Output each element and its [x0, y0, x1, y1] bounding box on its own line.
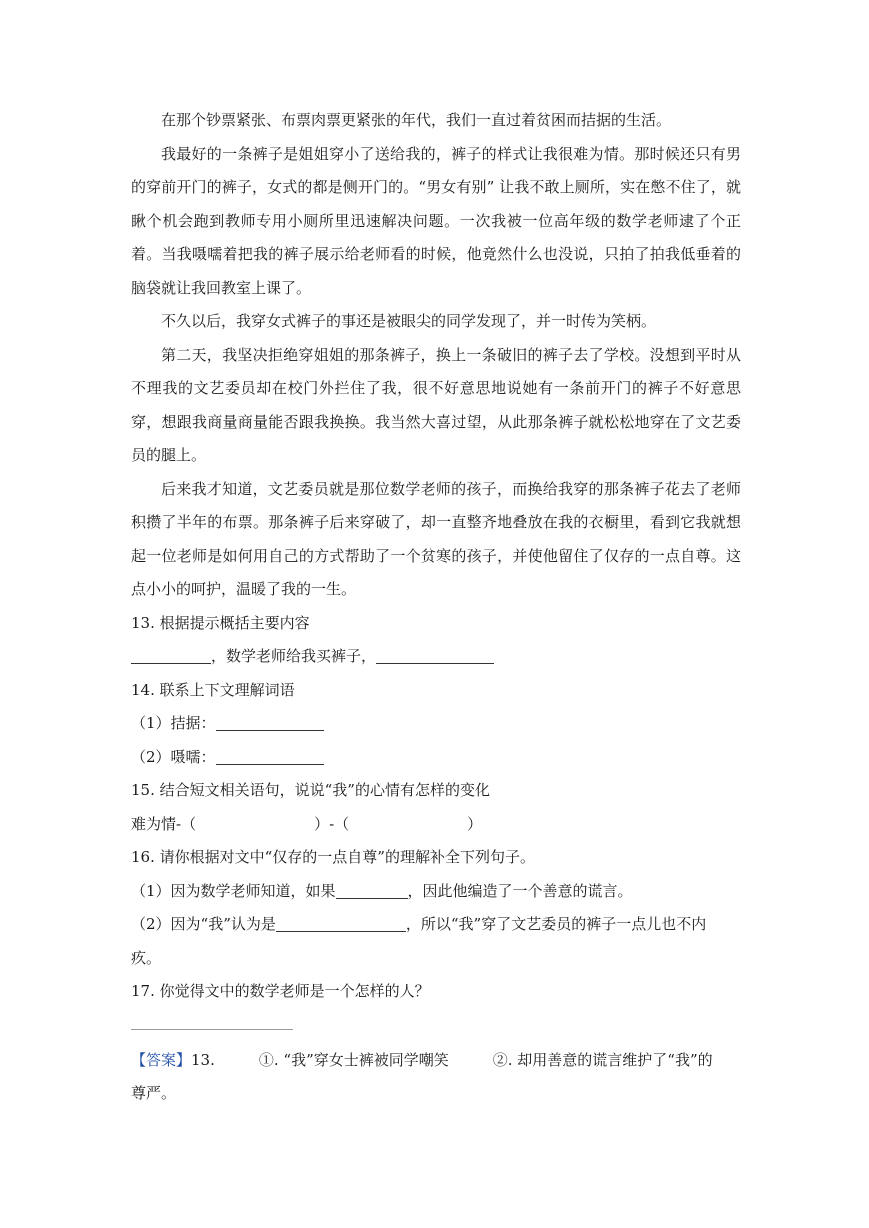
answer-number: 13.: [191, 1050, 215, 1069]
passage-paragraph-2: 我最好的一条裤子是姐姐穿小了送给我的，裤子的样式让我很难为情。那时候还只有男的穿前开门的裤子，女式的都是侧开门的。“男女有别” 让我不敢上厕所，实在憋不住了，就瞅个机会跑到教师专用小厕所里迅速解决问题。一次我被一位高年级的数学老师逮了个正着。当我嗫嚅着把我的裤子展示给老师看的时候，他竟然什么也没说，只拍了拍我低垂着的脑袋就让我回教室上课了。: [131, 144, 741, 297]
q14-item-1-label: （1）拮据：: [131, 714, 216, 732]
q14-blank-2[interactable]: [216, 749, 324, 765]
question-15-title: 15. 结合短文相关语句，说说“我”的心情有怎样的变化: [131, 781, 490, 799]
q16-item-2-suffix: ，所以“我”穿了文艺委员的裤子一点儿也不内: [405, 915, 707, 933]
q15-suffix: ）: [467, 814, 483, 833]
answer-line-1: [131, 1044, 741, 1078]
question-13-fill: [131, 640, 741, 674]
passage-paragraph-1: 在那个钞票紧张、布票肉票更紧张的年代，我们一直过着贫困而拮据的生活。: [161, 111, 672, 129]
question-15-fill: [131, 808, 741, 842]
passage-paragraph-3: 不久以后，我穿女式裤子的事还是被眼尖的同学发现了，并一时传为笑柄。: [161, 312, 657, 330]
q15-prefix: 难为情-（: [131, 814, 197, 833]
question-14-item-1: [131, 707, 741, 741]
q16-item-2-prefix: （2）因为“我”认为是: [131, 915, 276, 933]
q15-middle: ）-（: [314, 814, 350, 833]
question-16-title: 16. 请你根据对文中“仅存的一点自尊”的理解补全下列句子。: [131, 848, 535, 866]
question-13-title: 13. 根据提示概括主要内容: [131, 613, 310, 632]
q14-item-2-label: （2）嗫嚅：: [131, 747, 216, 766]
question-14-title: 14. 联系上下文理解词语: [131, 680, 295, 699]
question-17-title: 17. 你觉得文中的数学老师是一个怎样的人？: [131, 982, 430, 1000]
q13-middle-text: ，数学老师给我买裤子，: [211, 647, 377, 665]
passage-paragraph-5: 后来我才知道，文艺委员就是那位数学老师的孩子，而换给我穿的那条裤子花去了老师积攒了半年的布票。那条裤子后来穿破了，却一直整齐地叠放在我的衣橱里，看到它我就想起一位老师是如何用自己的方式帮助了一个贫寒的孩子，并使他留住了仅存的一点自尊。这点小小的呵护，温暖了我的一生。: [131, 479, 741, 598]
document-page: [131, 104, 741, 1111]
q16-blank-2[interactable]: [276, 916, 406, 932]
q13-blank-2[interactable]: [376, 648, 494, 664]
passage-paragraph-4: 第二天，我坚决拒绝穿姐姐的那条裤子，换上一条破旧的裤子去了学校。没想到平时从不理我的文艺委员却在校门外拦住了我，很不好意思地说她有一条前开门的裤子不好意思穿，想跟我商量商量能否跟我换换。我当然大喜过望，从此那条裤子就松松地穿在了文艺委员的腿上。: [131, 345, 741, 464]
q16-item-1-suffix: ，因此他编造了一个善意的谎言。: [407, 881, 633, 900]
section-divider: [131, 1029, 293, 1030]
q16-item-1-prefix: （1）因为数学老师知道，如果: [131, 881, 336, 900]
question-16-item-2-continued: 疚。: [131, 948, 162, 967]
answer-part-1: ①. “我”穿女士裤被同学嘲笑: [258, 1050, 449, 1069]
question-14-item-2: [131, 741, 741, 775]
q13-blank-1[interactable]: [131, 648, 211, 664]
answer-part-2: ②. 却用善意的谎言维护了“我”的: [492, 1050, 713, 1069]
question-16-item-2: [131, 908, 741, 942]
q14-blank-1[interactable]: [216, 715, 324, 731]
question-16-item-1: [131, 875, 741, 909]
q16-blank-1[interactable]: [336, 883, 408, 899]
answer-line-2: 尊严。: [131, 1084, 177, 1102]
answer-tag: 【答案】: [131, 1050, 192, 1069]
